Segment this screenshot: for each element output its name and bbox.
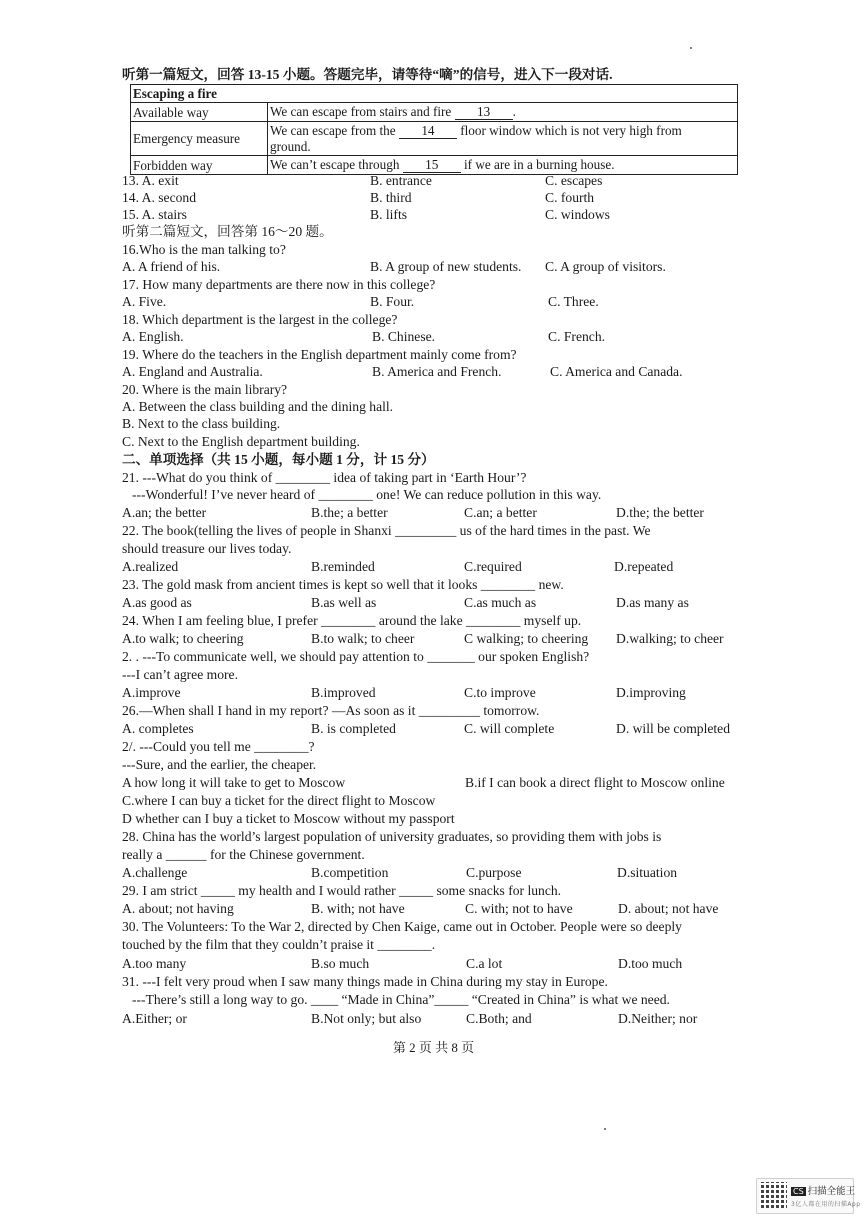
q30-option-d: D.too much xyxy=(618,956,683,971)
table-title: Escaping a fire xyxy=(131,85,738,103)
watermark-subtitle: 3亿人都在用的扫描App xyxy=(791,1201,861,1208)
q20-stem: 20. Where is the main library? xyxy=(122,382,288,397)
section-title-grammar: 二、单项选择（共 15 小题，每小题 1 分，计 15 分） xyxy=(122,452,435,467)
q30-stem-cont: touched by the film that they couldn’t praise it ________. xyxy=(122,937,436,952)
q31-reply: ---There’s still a long way to go. ____ “Made in China”_____ “Created in China” is what we need. xyxy=(132,992,670,1007)
q26-option-d: D. will be completed xyxy=(616,721,731,736)
q18-stem: 18. Which department is the largest in the college? xyxy=(122,312,398,327)
scan-speck xyxy=(690,47,692,49)
q26-option-c: C. will complete xyxy=(464,721,555,736)
q17-option-c: C. Three. xyxy=(548,294,599,309)
q27-option-a: A how long it will take to get to Moscow xyxy=(122,775,346,790)
q30-stem: 30. The Volunteers: To the War 2, directed by Chen Kaige, came out in October. People were so deeply xyxy=(122,919,682,934)
listening-intro-2: 听第二篇短文，回答第 16～20 题。 xyxy=(122,224,333,239)
q15-option-b: B. lifts xyxy=(370,207,408,222)
q21-stem: 21. ---What do you think of ________ idea of taking part in ‘Earth Hour’? xyxy=(122,470,527,485)
q31-stem: 31. ---I felt very proud when I saw many things made in China during my stay in Europe. xyxy=(122,974,608,989)
q20-option-a: A. Between the class building and the dining hall. xyxy=(122,399,394,414)
q14-option-a: 14. A. second xyxy=(122,190,197,205)
q25-option-d: D.improving xyxy=(616,685,686,700)
answer-blank: 15 xyxy=(403,157,461,173)
q19-option-b: B. America and French. xyxy=(372,364,502,379)
row-label: Emergency measure xyxy=(131,122,268,156)
q13-option-c: C. escapes xyxy=(545,173,603,188)
q30-option-c: C.a lot xyxy=(466,956,503,971)
q17-option-a: A. Five. xyxy=(122,294,167,309)
q20-option-c: C. Next to the English department building. xyxy=(122,434,360,449)
q16-option-a: A. A friend of his. xyxy=(122,259,221,274)
row-label: Available way xyxy=(131,103,268,122)
q23-option-c: C.as much as xyxy=(464,595,537,610)
row-content: We can escape from stairs and fire 13 . xyxy=(268,103,738,122)
q29-option-b: B. with; not have xyxy=(311,901,405,916)
q24-option-b: B.to walk; to cheer xyxy=(311,631,415,646)
table-row xyxy=(131,122,738,156)
q21-option-d: D.the; the better xyxy=(616,505,704,520)
fire-escape-table xyxy=(130,84,738,175)
q29-option-c: C. with; not to have xyxy=(465,901,573,916)
q24-option-d: D.walking; to cheer xyxy=(616,631,724,646)
q21-option-c: C.an; a better xyxy=(464,505,537,520)
q23-option-d: D.as many as xyxy=(616,595,689,610)
cs-logo-icon: CS xyxy=(793,1187,804,1196)
listening-intro-1: 听第一篇短文，回答 13-15 小题。答题完毕，请等待“嘀”的信号，进入下一段对话. xyxy=(122,67,613,82)
row-content: We can escape from the 14 floor window which is not very high from ground. xyxy=(268,122,738,156)
q21-option-a: A.an; the better xyxy=(122,505,207,520)
qr-code-icon xyxy=(761,1182,787,1208)
q22-option-d: D.repeated xyxy=(614,559,674,574)
q26-stem: 26.—When shall I hand in my report? —As soon as it _________ tomorrow. xyxy=(122,703,540,718)
q28-stem: 28. China has the world’s largest population of university graduates, so providing them with jobs is xyxy=(122,829,662,844)
q30-option-a: A.too many xyxy=(122,956,187,971)
page-number: 第 2 页 共 8 页 xyxy=(392,1040,475,1055)
q27-stem: 2/. ---Could you tell me ________? xyxy=(122,739,315,754)
table-row xyxy=(131,103,738,122)
q23-stem: 23. The gold mask from ancient times is kept so well that it looks ________ new. xyxy=(122,577,564,592)
q21-reply: ---Wonderful! I’ve never heard of ________ one! We can reduce pollution in this way. xyxy=(132,487,602,502)
answer-blank: 13 xyxy=(455,104,513,120)
watermark-title: CS 扫描全能王 xyxy=(793,1186,856,1197)
q22-option-a: A.realized xyxy=(122,559,179,574)
q27-option-b: B.if I can book a direct flight to Moscow online xyxy=(465,775,725,790)
q26-option-b: B. is completed xyxy=(311,721,396,736)
q27-option-c: C.where I can buy a ticket for the direct flight to Moscow xyxy=(122,793,436,808)
q20-option-b: B. Next to the class building. xyxy=(122,416,281,431)
q25-stem: 2. . ---To communicate well, we should pay attention to _______ our spoken English? xyxy=(122,649,590,664)
q25-option-b: B.improved xyxy=(311,685,376,700)
q31-option-d: D.Neither; nor xyxy=(618,1011,698,1026)
q17-stem: 17. How many departments are there now in this college? xyxy=(122,277,436,292)
q19-stem: 19. Where do the teachers in the English department mainly come from? xyxy=(122,347,517,362)
q24-stem: 24. When I am feeling blue, I prefer ________ around the lake ________ myself up. xyxy=(122,613,582,628)
q29-option-d: D. about; not have xyxy=(618,901,719,916)
q28-option-d: D.situation xyxy=(617,865,678,880)
q14-option-b: B. third xyxy=(370,190,412,205)
q22-stem: 22. The book(telling the lives of people in Shanxi _________ us of the hard times in the past. We xyxy=(122,523,651,538)
q16-stem: 16.Who is the man talking to? xyxy=(122,242,286,257)
answer-blank: 14 xyxy=(399,123,457,139)
q18-option-a: A. English. xyxy=(122,329,184,344)
q31-option-a: A.Either; or xyxy=(122,1011,187,1026)
scanner-watermark xyxy=(756,1178,861,1214)
q13-option-b: B. entrance xyxy=(370,173,432,188)
q27-option-d: D whether can I buy a ticket to Moscow without my passport xyxy=(122,811,455,826)
q15-option-a: 15. A. stairs xyxy=(122,207,187,222)
q19-option-c: C. America and Canada. xyxy=(550,364,683,379)
row-content: We can’t escape through 15 if we are in a burning house. xyxy=(268,156,738,175)
q18-option-c: C. French. xyxy=(548,329,606,344)
q25-option-c: C.to improve xyxy=(464,685,536,700)
q28-option-b: B.competition xyxy=(311,865,389,880)
row-label: Forbidden way xyxy=(131,156,268,175)
q31-option-b: B.Not only; but also xyxy=(311,1011,422,1026)
q19-option-a: A. England and Australia. xyxy=(122,364,263,379)
q21-option-b: B.the; a better xyxy=(311,505,388,520)
q27-reply: ---Sure, and the earlier, the cheaper. xyxy=(122,757,317,772)
q29-stem: 29. I am strict _____ my health and I would rather _____ some snacks for lunch. xyxy=(122,883,562,898)
q28-option-c: C.purpose xyxy=(466,865,522,880)
q13-option-a: 13. A. exit xyxy=(122,173,179,188)
q31-option-c: C.Both; and xyxy=(466,1011,532,1026)
q22-stem-cont: should treasure our lives today. xyxy=(122,541,292,556)
q25-reply: ---I can’t agree more. xyxy=(122,667,238,682)
scan-speck xyxy=(604,1128,606,1130)
q17-option-b: B. Four. xyxy=(370,294,415,309)
q23-option-a: A.as good as xyxy=(122,595,192,610)
q28-option-a: A.challenge xyxy=(122,865,188,880)
q16-option-c: C. A group of visitors. xyxy=(545,259,666,274)
q22-option-c: C.required xyxy=(464,559,522,574)
q23-option-b: B.as well as xyxy=(311,595,377,610)
q16-option-b: B. A group of new students. xyxy=(370,259,522,274)
q14-option-c: C. fourth xyxy=(545,190,595,205)
q30-option-b: B.so much xyxy=(311,956,370,971)
q24-option-a: A.to walk; to cheering xyxy=(122,631,244,646)
q29-option-a: A. about; not having xyxy=(122,901,234,916)
q28-stem-cont: really a ______ for the Chinese government. xyxy=(122,847,365,862)
q22-option-b: B.reminded xyxy=(311,559,375,574)
table-row xyxy=(131,156,738,175)
q26-option-a: A. completes xyxy=(122,721,194,736)
q24-option-c: C walking; to cheering xyxy=(464,631,589,646)
q15-option-c: C. windows xyxy=(545,207,610,222)
q18-option-b: B. Chinese. xyxy=(372,329,436,344)
q25-option-a: A.improve xyxy=(122,685,181,700)
